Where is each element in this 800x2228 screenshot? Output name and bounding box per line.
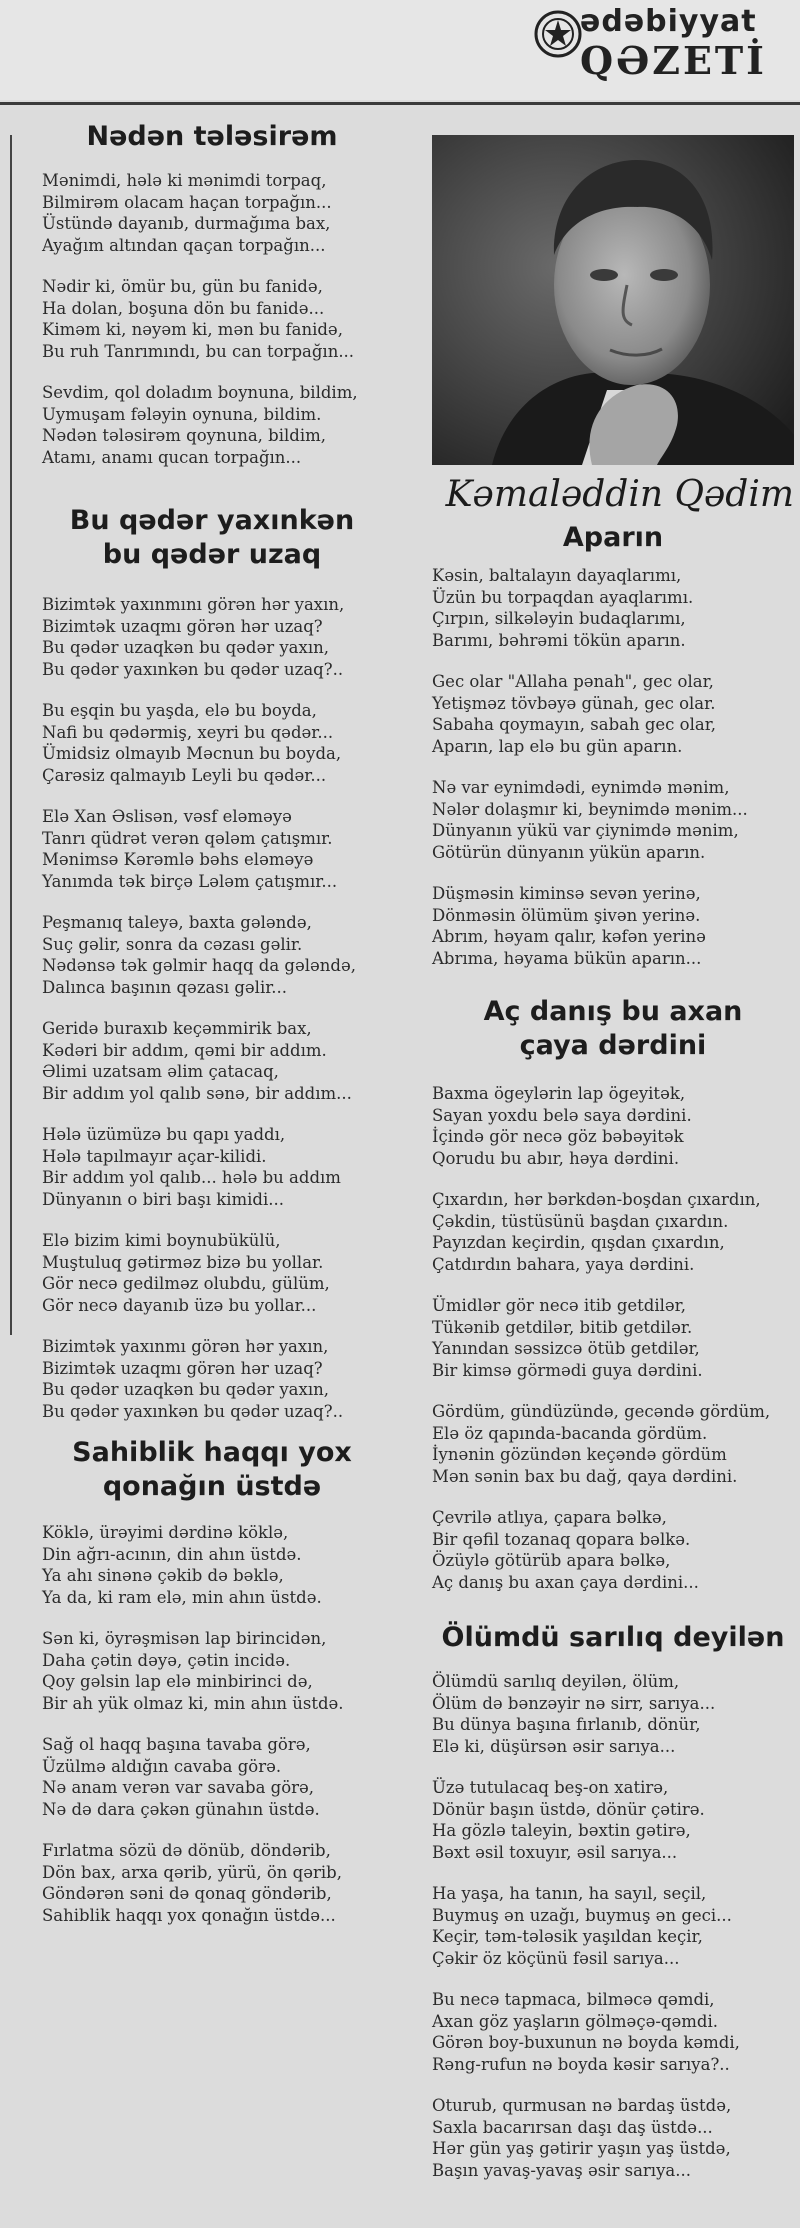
stanza: [42, 1840, 382, 1926]
stanza: [432, 2095, 794, 2181]
stanza: [42, 1628, 382, 1714]
poem-line: Atamı, anamı qucan torpağın...: [42, 447, 302, 467]
poem-line: Ya da, ki ram elə, min ahın üstdə.: [42, 1587, 322, 1607]
poem-line: Bu ruh Tanrımındı, bu can torpağın...: [42, 341, 355, 361]
poem-line: Dönür başın üstdə, dönür çətirə.: [432, 1799, 705, 1819]
left-column: [42, 120, 382, 1926]
poem-line: Dünyanın yükü var çiynimdə mənim,: [432, 821, 739, 840]
poem-line: Çıxardın, hər bərkdən-boşdan çıxardın,: [432, 1190, 761, 1209]
poem-line: Fırlatma sözü də dönüb, döndərib,: [42, 1841, 331, 1860]
poem-line: Bilmirəm olacam haçan torpağın...: [42, 192, 332, 212]
poem-line: Dönməsin ölümüm şivən yerinə.: [432, 905, 701, 925]
poem-line: Bizimtək yaxınmı görən hər yaxın,: [42, 1337, 329, 1356]
poem-line: Çarəsiz qalmayıb Leyli bu qədər...: [42, 765, 327, 785]
poem-line: Bizimtək uzaqmı görən hər uzaq?: [42, 1358, 323, 1378]
poem-line: Muştuluq gətirməz bizə bu yollar.: [42, 1252, 324, 1272]
poem-title: [42, 504, 382, 572]
poem-line: Abrım, həyam qalır, kəfən yerinə: [432, 927, 706, 946]
poem-line: Hələ tapılmayır açar-kilidi.: [42, 1146, 267, 1166]
poem-line: Bizimtək yaxınmını görən hər yaxın,: [42, 595, 345, 614]
poem-line: Bu qədər uzaqkən bu qədər yaxın,: [42, 1380, 329, 1399]
stanza: [432, 1189, 794, 1275]
stanza: [432, 1295, 794, 1381]
masthead: [532, 4, 767, 84]
poem-line: Mənimdi, hələ ki mənimdi torpaq,: [42, 171, 327, 190]
poem-line: Rəng-rufun nə boyda kəsir sarıya?..: [432, 2054, 730, 2074]
poem-line: Götürün dünyanın yükün aparın.: [432, 842, 706, 862]
poem-line: Bir addım yol qalıb... hələ bu addım: [42, 1168, 341, 1187]
poem-title-line: bu qədər uzaq: [102, 539, 322, 570]
poem-line: Bir ah yük olmaz ki, min ahın üstdə.: [42, 1693, 344, 1713]
poem-line: Bəxt əsil toxuyır, əsil sarıya...: [432, 1842, 678, 1862]
author-photo-image: [432, 135, 794, 465]
poem-line: Buymuş ən uzağı, buymuş ən geci...: [432, 1905, 732, 1925]
stanza: [432, 1671, 794, 1757]
poem-line: Kiməm ki, nəyəm ki, mən bu fanidə,: [42, 320, 343, 339]
masthead-bottom: QƏZETİ: [580, 38, 767, 83]
poem-neden-telesirem: [42, 120, 382, 468]
poem-line: Görən boy-buxunun nə boyda kəmdi,: [432, 2033, 740, 2052]
poem-line: Bu qədər yaxınkən bu qədər uzaq?..: [42, 659, 344, 679]
stanza: [432, 777, 794, 863]
poem-title: [432, 521, 794, 555]
poem-ac-danis: [432, 995, 794, 1593]
poem-line: Abrıma, həyama bükün aparın...: [432, 948, 702, 968]
poem-bu-qeder-yaxinken: [42, 504, 382, 1422]
poem-line: Qoy gəlsin lap elə minbirinci də,: [42, 1672, 313, 1691]
star-emblem-icon: [532, 8, 584, 60]
poem-line: Bir qəfil tozanaq qopara bəlkə.: [432, 1529, 691, 1549]
poem-sahiblik-haqqi: [42, 1436, 382, 1926]
poem-line: Çatdırdın bahara, yaya dərdini.: [432, 1254, 695, 1274]
poem-line: Ya ahı sinənə çəkib də bəklə,: [42, 1566, 284, 1585]
stanza: [432, 1401, 794, 1487]
poem-line: Nə də dara çəkən günahın üstdə.: [42, 1799, 320, 1819]
poem-line: Çəkdin, tüstüsünü başdan çıxardın.: [432, 1211, 729, 1231]
poem-line: Sağ ol haqq başına tavaba görə,: [42, 1735, 311, 1754]
stanza: [42, 912, 382, 998]
poem-line: Mənimsə Kərəmlə bəhs eləməyə: [42, 850, 314, 869]
stanza: [42, 1336, 382, 1422]
poem-line: Tükənib getdilər, bitib getdilər.: [432, 1317, 693, 1337]
poem-title-line: Ölümdü sarılıq deyilən: [441, 1622, 785, 1653]
poem-line: Aç danış bu axan çaya dərdini...: [432, 1572, 699, 1592]
poem-line: Göndərən səni də qonaq göndərib,: [42, 1884, 332, 1903]
poem-title-line: Aç danış bu axan: [483, 996, 743, 1027]
poem-line: Saxla bacarırsan daşı daş üstdə...: [432, 2117, 713, 2137]
stanza: [432, 883, 794, 969]
stanza: [432, 671, 794, 757]
poem-line: Üzün bu torpaqdan ayaqlarımı.: [432, 587, 694, 607]
poem-line: Gördüm, gündüzündə, gecəndə gördüm,: [432, 1402, 771, 1421]
poem-line: Bu necə tapmaca, bilməcə qəmdi,: [432, 1990, 715, 2009]
poem-line: Bir kimsə görmədi guya dərdini.: [432, 1360, 703, 1380]
poem-line: Əlimi uzatsam əlim çatacaq,: [42, 1062, 279, 1081]
poem-line: Nədir ki, ömür bu, gün bu fanidə,: [42, 277, 323, 296]
poem-line: Din ağrı-acının, din ahın üstdə.: [42, 1544, 302, 1564]
right-column: [432, 135, 794, 2181]
poem-line: Tanrı qüdrət verən qələm çatışmır.: [42, 828, 333, 848]
poem-line: Elə Xan Əslisən, vəsf eləməyə: [42, 807, 292, 826]
stanza: [42, 276, 382, 362]
poem-line: Ayağım altından qaçan torpağın...: [42, 235, 326, 255]
poem-line: Başın yavaş-yavaş əsir sarıya...: [432, 2160, 691, 2180]
stanza: [432, 565, 794, 651]
poem-title-line: Sahiblik haqqı yox: [72, 1437, 352, 1468]
poem-olumdu-sariliq: [432, 1621, 794, 2181]
poem-line: Peşmanıq taleyə, baxta gələndə,: [42, 913, 312, 932]
stanza: [432, 1989, 794, 2075]
poem-line: Gec olar "Allaha pənah", gec olar,: [432, 672, 714, 691]
stanza: [432, 1777, 794, 1863]
poem-line: Axan göz yaşların gölməçə-qəmdi.: [432, 2011, 718, 2031]
poem-line: Payızdan keçirdin, qışdan çıxardın,: [432, 1233, 725, 1252]
poem-line: Aparın, lap elə bu gün aparın.: [432, 736, 683, 756]
poem-line: Elə öz qapında-bacanda gördüm.: [432, 1423, 708, 1443]
poem-line: Ha dolan, boşuna dön bu fanidə...: [42, 298, 325, 318]
poem-line: Geridə buraxıb keçəmmirik bax,: [42, 1019, 312, 1038]
poem-line: Baxma ögeylərin lap ögeyitək,: [432, 1084, 686, 1103]
stanza: [42, 1522, 382, 1608]
poem-line: Suç gəlir, sonra da cəzası gəlir.: [42, 934, 303, 954]
poem-title-line: çaya dərdini: [519, 1030, 707, 1061]
masthead-top: ədəbiyyat: [580, 4, 757, 39]
poem-line: Uymuşam fələyin oynuna, bildim.: [42, 404, 322, 424]
poem-line: Dünyanın o biri başı kimidi...: [42, 1189, 285, 1209]
poem-line: Üzülmə aldığın cavaba görə.: [42, 1756, 282, 1776]
poem-aparin: [432, 521, 794, 969]
poem-title-line: Bu qədər yaxınkən: [69, 505, 355, 536]
poem-line: Ümidsiz olmayıb Məcnun bu boyda,: [42, 744, 342, 763]
poem-line: Nələr dolaşmır ki, beynimdə mənim...: [432, 799, 748, 819]
poem-line: Üstündə dayanıb, durmağıma bax,: [42, 214, 331, 233]
poem-line: Bizimtək uzaqmı görən hər uzaq?: [42, 616, 323, 636]
poem-line: Üzə tutulacaq beş-on xatirə,: [432, 1778, 669, 1797]
poem-line: Bir addım yol qalıb sənə, bir addım...: [42, 1083, 352, 1103]
poem-line: Bu qədər uzaqkən bu qədər yaxın,: [42, 638, 329, 657]
stanza: [42, 1230, 382, 1316]
stanza: [42, 170, 382, 256]
poem-line: Ha yaşa, ha tanın, ha sayıl, seçil,: [432, 1884, 707, 1903]
poem-line: Oturub, qurmusan nə bardaş üstdə,: [432, 2096, 732, 2115]
stanza: [432, 1083, 794, 1169]
poem-line: Sevdim, qol doladım boynuna, bildim,: [42, 383, 358, 402]
poem-line: Düşməsin kiminsə sevən yerinə,: [432, 884, 701, 903]
poem-line: Sahiblik haqqı yox qonağın üstdə...: [42, 1905, 336, 1925]
stanza: [42, 806, 382, 892]
poem-line: Sayan yoxdu belə saya dərdini.: [432, 1105, 692, 1125]
poem-line: Nə var eynimdədi, eynimdə mənim,: [432, 778, 730, 797]
poem-line: Keçir, təm-tələsik yaşıldan keçir,: [432, 1927, 703, 1946]
poem-line: Dalınca başının qəzası gəlir...: [42, 977, 288, 997]
poem-line: Elə ki, düşürsən əsir sarıya...: [432, 1736, 676, 1756]
poem-line: Ölüm də bənzəyir nə sirr, sarıya...: [432, 1693, 716, 1713]
author-name: Kəmaləddin Qədim: [445, 474, 794, 515]
poem-line: Ümidlər gör necə itib getdilər,: [432, 1296, 686, 1315]
stanza: [432, 1507, 794, 1593]
poem-line: Daha çətin dəyə, çətin incidə.: [42, 1650, 291, 1670]
stanza: [42, 1734, 382, 1820]
poem-line: Yanımda tək birçə Lələm çatışmır...: [42, 871, 338, 891]
poem-title-line: Aparın: [562, 522, 664, 553]
poem-line: Hər gün yaş gətirir yaşın yaş üstdə,: [432, 2139, 731, 2158]
poem-line: Sən ki, öyrəşmisən lap birincidən,: [42, 1629, 327, 1648]
poem-line: Nə anam verən var savaba görə,: [42, 1778, 315, 1797]
poem-line: Nədənsə tək gəlmir haqq da gələndə,: [42, 956, 356, 975]
poem-line: Yanından səssizcə ötüb getdilər,: [432, 1339, 700, 1358]
poem-title: [42, 1436, 382, 1504]
poem-line: Kədəri bir addım, qəmi bir addım.: [42, 1040, 327, 1060]
stanza: [42, 700, 382, 786]
stanza: [432, 1883, 794, 1969]
poem-line: Kəsin, baltalayın dayaqlarımı,: [432, 566, 682, 585]
newspaper-header: [0, 0, 800, 100]
poem-line: Bu qədər yaxınkən bu qədər uzaq?..: [42, 1401, 344, 1421]
poem-line: İynənin gözündən keçəndə gördüm: [432, 1445, 727, 1464]
stanza: [42, 1124, 382, 1210]
poem-line: Nafi bu qədərmiş, xeyri bu qədər...: [42, 722, 334, 742]
poem-title-line: Nədən tələsirəm: [86, 121, 338, 152]
poem-line: Gör necə dayanıb üzə bu yollar...: [42, 1295, 317, 1315]
poem-line: Köklə, ürəyimi dərdinə köklə,: [42, 1523, 289, 1542]
poem-line: Çırpın, silkələyin budaqlarımı,: [432, 609, 686, 628]
poem-line: İçində gör necə göz bəbəyitək: [432, 1127, 684, 1146]
poem-line: Nədən tələsirəm qoynuna, bildim,: [42, 426, 326, 445]
poem-line: Bu eşqin bu yaşda, elə bu boyda,: [42, 701, 317, 720]
poem-line: Mən sənin bax bu dağ, qaya dərdini.: [432, 1466, 738, 1486]
poem-line: Bu dünya başına fırlanıb, dönür,: [432, 1715, 701, 1734]
poem-line: Ha gözlə taleyin, bəxtin gətirə,: [432, 1821, 691, 1840]
header-divider: [0, 102, 800, 105]
poem-line: Özüylə götürüb apara bəlkə,: [432, 1551, 671, 1570]
stanza: [42, 594, 382, 680]
poem-title: [432, 995, 794, 1063]
poem-title: [432, 1621, 794, 1655]
poem-line: Qorudu bu abır, həya dərdini.: [432, 1148, 680, 1168]
poem-line: Gör necə gedilməz olubdu, gülüm,: [42, 1274, 330, 1293]
column-rule: [10, 135, 12, 1335]
poem-line: Elə bizim kimi boynubükülü,: [42, 1231, 281, 1250]
stanza: [42, 382, 382, 468]
poem-title-line: qonağın üstdə: [102, 1471, 322, 1502]
poem-line: Çevrilə atlıya, çapara bəlkə,: [432, 1508, 667, 1527]
poem-line: Dön bax, arxa qərib, yürü, ön qərib,: [42, 1862, 342, 1882]
poem-line: Barımı, bəhrəmi tökün aparın.: [432, 630, 686, 650]
poem-line: Ölümdü sarılıq deyilən, ölüm,: [432, 1672, 680, 1691]
author-portrait: [432, 135, 794, 465]
stanza: [42, 1018, 382, 1104]
poem-line: Sabaha qoymayın, sabah gec olar,: [432, 715, 717, 734]
poem-line: Çəkir öz köçünü fəsil sarıya...: [432, 1948, 680, 1968]
poem-line: Hələ üzümüzə bu qapı yaddı,: [42, 1125, 286, 1144]
poem-title: [42, 120, 382, 154]
poem-line: Yetişməz tövbəyə günah, gec olar.: [432, 693, 716, 713]
